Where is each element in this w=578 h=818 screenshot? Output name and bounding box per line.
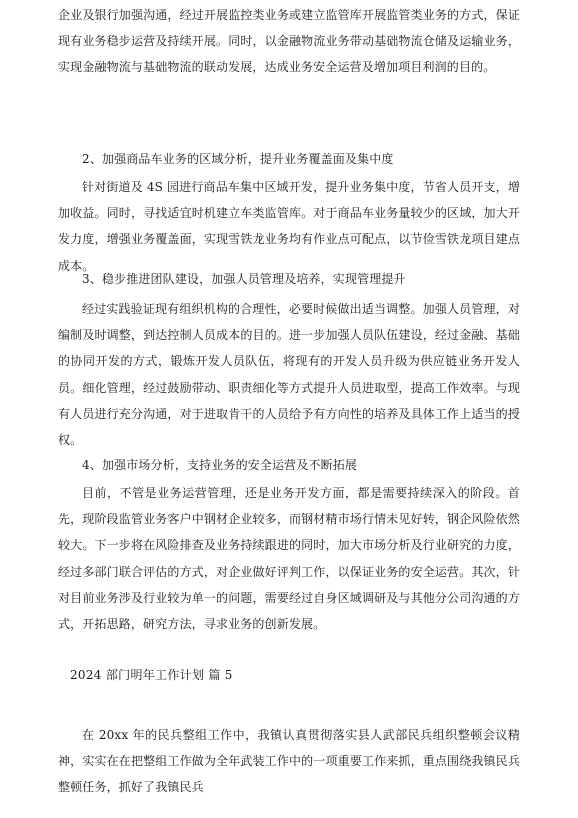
paragraph-1: 企业及银行加强沟通，经过开展监控类业务或建立监管库开展监管类业务的方式，保证现有业务稳步运营及持续开展。同时，以金融物流业务带动基础物流仓储及运输业务，实现金融物流与基础物流的联动发展，达成业务安全运营及增加项目利润的目的。 (58, 8, 520, 75)
paragraph-2: 针对街道及 4S 园进行商品车集中区域开发，提升业务集中度，节省人员开支，增加收益。同时，寻找适宜时机建立车类监管库。对于商品车业务量较少的区域，加大开发力度，增强业务覆盖面，实现雪铁龙业务均有作业点可配点，以节俭雪铁龙项目建点成本。 (58, 180, 520, 273)
heading-2: 2、加强商品车业务的区域分析，提升业务覆盖面及集中度 (82, 152, 394, 166)
paragraph-3: 经过实践验证现有组织机构的合理性，必要时候做出适当调整。加强人员管理，对编制及时调整，到达控制人员成本的目的。进一步加强人员队伍建设，经过金融、基础的协同开发的方式，锻炼开发人员队伍，将现有的开发人员升级为供应链业务开发人员。细化管理，经过鼓励带动、职责细化等方式提升人员进取型，提高工作效率。与现有人员进行充分沟通，对于进取肯干的人员给予有方向性的培养及具体工作上适当的授权。 (58, 302, 520, 448)
paragraph-5: 在 20xx 年的民兵整组工作中，我镇认真贯彻落实县人武部民兵组织整顿会议精神，实实在在把整组工作做为全年武装工作中的一项重要工作来抓，重点围绕我镇民兵整顿任务，抓好了我镇民兵 (58, 728, 520, 795)
paragraph-4: 目前，不管是业务运营管理，还是业务开发方面，都是需要持续深入的阶段。首先，现阶段监管业务客户中钢材企业较多，而钢材精市场行情未见好转，钢企风险依然较大。下一步将在风险排查及业务持续跟进的同时，加大市场分析及行业研究的力度，经过多部门联合评估的方式，对企业做好评判工作，以保证业务的安全运营。其次，针对目前业务涉及行业较为单一的问题，需要经过自身区域调研及与其他分公司沟通的方式，开拓思路，研究方法，寻求业务的创新发展。 (58, 486, 520, 632)
section-title: 2024 部门明年工作计划 篇 5 (70, 668, 233, 682)
heading-4: 4、加强市场分析，支持业务的安全运营及不断拓展 (82, 458, 358, 472)
heading-3: 3、稳步推进团队建设，加强人员管理及培养，实现管理提升 (82, 272, 406, 286)
